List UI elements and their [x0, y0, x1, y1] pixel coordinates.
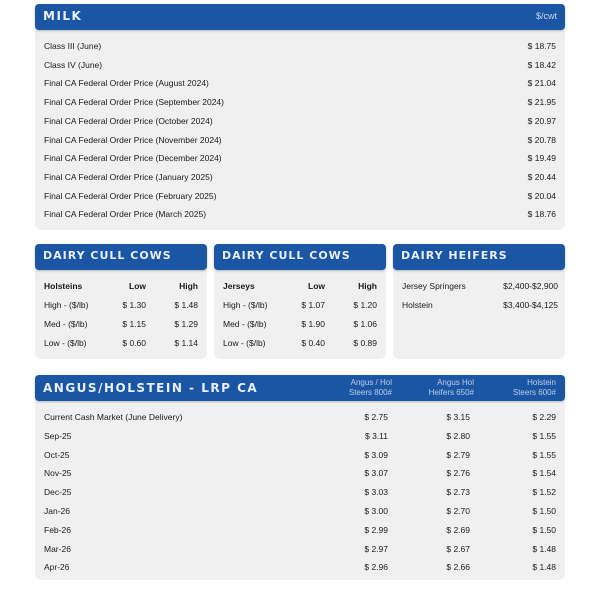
table-row	[35, 521, 565, 539]
high-value: $ 0.89	[353, 338, 377, 348]
col-header-low: Low	[308, 281, 325, 291]
row-label: Low - ($/lb)	[44, 338, 87, 348]
row-label: Final CA Federal Order Price (September 2024)	[44, 97, 224, 108]
col-header-angus-hol-heifers	[404, 378, 474, 398]
row-label: Jan-26	[44, 506, 70, 516]
table-row	[35, 502, 565, 520]
row-label: Apr-26	[44, 562, 70, 573]
row-label: Nov-25	[44, 468, 72, 479]
col3-value: $ 1.48	[532, 562, 556, 573]
col-header-line: Steers 600#	[512, 388, 556, 397]
col-header-type: Holsteins	[44, 281, 83, 291]
col2-value: $ 2.76	[446, 468, 470, 479]
low-value: $ 1.07	[301, 300, 325, 310]
milk-row	[35, 37, 565, 55]
row-label: Jersey Springers	[402, 281, 466, 291]
col3-value: $ 1.48	[532, 543, 556, 554]
table-row	[393, 277, 565, 295]
row-value: $ 20.97	[527, 115, 556, 126]
col3-value: $ 1.55	[532, 449, 556, 460]
row-value: $2,400-$2,900	[503, 281, 558, 291]
row-label: Final CA Federal Order Price (December 2024)	[44, 153, 222, 164]
row-label: Final CA Federal Order Price (March 2025)	[44, 209, 207, 220]
col2-value: $ 2.73	[446, 487, 470, 498]
row-label: Med - ($/lb)	[223, 319, 267, 329]
row-label: Current Cash Market (June Delivery)	[44, 412, 183, 422]
col1-value: $ 3.11	[364, 430, 388, 441]
table-row	[35, 408, 565, 426]
milk-row	[35, 112, 565, 130]
row-label: Final CA Federal Order Price (February 2025)	[44, 190, 217, 201]
row-label: Feb-26	[44, 524, 71, 535]
col-header-line: Holstein	[527, 378, 556, 387]
heifers-panel	[393, 244, 565, 359]
cull-holsteins-title: DAIRY CULL COWS	[43, 249, 172, 262]
low-value: $ 0.60	[122, 338, 146, 348]
col-header-high: High	[179, 281, 198, 291]
col-header-angus-hol-steers	[322, 378, 392, 398]
row-label: Final CA Federal Order Price (November 2024)	[44, 134, 222, 145]
col3-value: $ 1.54	[532, 468, 556, 479]
col-header-line: Angus / Hol	[350, 378, 392, 387]
col-header-type: Jerseys	[223, 281, 255, 291]
col2-value: $ 2.80	[446, 430, 470, 441]
high-value: $ 1.06	[353, 319, 377, 329]
col-header-line: Angus Hol	[437, 378, 474, 387]
lrp-title: ANGUS/HOLSTEIN - LRP CA	[43, 381, 259, 395]
heifers-title: DAIRY HEIFERS	[401, 249, 508, 262]
table-row	[393, 296, 565, 314]
low-value: $ 1.90	[301, 319, 325, 329]
row-value: $ 20.04	[527, 190, 556, 201]
col-header-low: Low	[129, 281, 146, 291]
col3-value: $ 1.50	[532, 506, 556, 516]
cull-jerseys-title: DAIRY CULL COWS	[222, 249, 351, 262]
milk-header	[35, 4, 565, 30]
row-label: Dec-25	[44, 487, 72, 498]
table-row	[35, 334, 207, 352]
table-row	[214, 296, 386, 314]
col-header-line: Heifers 650#	[428, 388, 474, 397]
col2-value: $ 2.66	[446, 562, 470, 573]
table-row	[35, 483, 565, 501]
col3-value: $ 1.50	[532, 524, 556, 535]
table-row	[35, 296, 207, 314]
col1-value: $ 2.96	[364, 562, 388, 573]
milk-row	[35, 205, 565, 223]
low-value: $ 0.40	[301, 338, 325, 348]
milk-row	[35, 56, 565, 74]
col1-value: $ 3.00	[364, 506, 388, 516]
row-value: $3,400-$4,125	[503, 300, 558, 310]
row-value: $ 18.76	[527, 209, 556, 220]
table-row	[35, 540, 565, 558]
row-label: Mar-26	[44, 543, 71, 554]
row-label: Sep-25	[44, 430, 72, 441]
row-value: $ 18.42	[527, 59, 556, 70]
row-label: High - ($/lb)	[44, 300, 89, 310]
table-row	[35, 315, 207, 333]
cull-holsteins-header	[35, 244, 207, 270]
row-value: $ 20.78	[527, 134, 556, 145]
low-value: $ 1.30	[122, 300, 146, 310]
row-label: Final CA Federal Order Price (October 2024)	[44, 115, 213, 126]
table-row	[214, 315, 386, 333]
col1-value: $ 3.03	[364, 487, 388, 498]
milk-row	[35, 187, 565, 205]
col3-value: $ 1.55	[532, 430, 556, 441]
col1-value: $ 2.75	[364, 412, 388, 422]
milk-panel	[35, 4, 565, 230]
milk-row	[35, 131, 565, 149]
cull-jerseys-panel	[214, 244, 386, 359]
high-value: $ 1.48	[174, 300, 198, 310]
col1-value: $ 2.99	[364, 524, 388, 535]
col1-value: $ 3.09	[364, 449, 388, 460]
col1-value: $ 2.97	[364, 543, 388, 554]
col-header-line: Steers 800#	[348, 388, 392, 397]
row-label: Final CA Federal Order Price (January 2025)	[44, 171, 213, 182]
row-label: Med - ($/lb)	[44, 319, 88, 329]
col2-value: $ 3.15	[446, 412, 470, 422]
col3-value: $ 2.29	[532, 412, 556, 422]
lrp-panel	[35, 375, 565, 580]
high-value: $ 1.20	[353, 300, 377, 310]
row-value: $ 21.95	[527, 97, 556, 108]
col2-value: $ 2.67	[446, 543, 470, 554]
row-value: $ 18.75	[527, 41, 556, 51]
table-row	[35, 427, 565, 445]
col1-value: $ 3.07	[364, 468, 388, 479]
lrp-header	[35, 375, 565, 401]
table-row	[35, 446, 565, 464]
col2-value: $ 2.79	[446, 449, 470, 460]
milk-row	[35, 168, 565, 186]
row-value: $ 21.04	[527, 78, 556, 89]
col-header-holstein-steers	[486, 378, 556, 398]
row-label: Oct-25	[44, 449, 70, 460]
cull-jerseys-header	[214, 244, 386, 270]
milk-row	[35, 149, 565, 167]
col3-value: $ 1.52	[532, 487, 556, 498]
milk-unit: $/cwt	[535, 11, 557, 21]
high-value: $ 1.14	[174, 338, 198, 348]
cull-holsteins-panel	[35, 244, 207, 359]
row-label: Holstein	[402, 300, 433, 310]
low-value: $ 1.15	[122, 319, 146, 329]
table-row	[35, 464, 565, 482]
table-header-row	[35, 277, 207, 295]
milk-row	[35, 93, 565, 111]
heifers-header	[393, 244, 565, 270]
row-value: $ 20.44	[527, 171, 556, 182]
table-header-row	[214, 277, 386, 295]
row-value: $ 19.49	[527, 153, 556, 164]
col-header-high: High	[358, 281, 377, 291]
col2-value: $ 2.69	[446, 524, 470, 535]
row-label: Class IV (June)	[44, 59, 103, 70]
row-label: Low - ($/lb)	[223, 338, 266, 348]
milk-title: MILK	[43, 9, 83, 23]
high-value: $ 1.29	[174, 319, 198, 329]
col2-value: $ 2.70	[446, 506, 470, 516]
row-label: Class III (June)	[44, 41, 102, 51]
table-row	[35, 558, 565, 576]
milk-row	[35, 74, 565, 92]
row-label: High - ($/lb)	[223, 300, 268, 310]
table-row	[214, 334, 386, 352]
row-label: Final CA Federal Order Price (August 2024)	[44, 78, 209, 89]
